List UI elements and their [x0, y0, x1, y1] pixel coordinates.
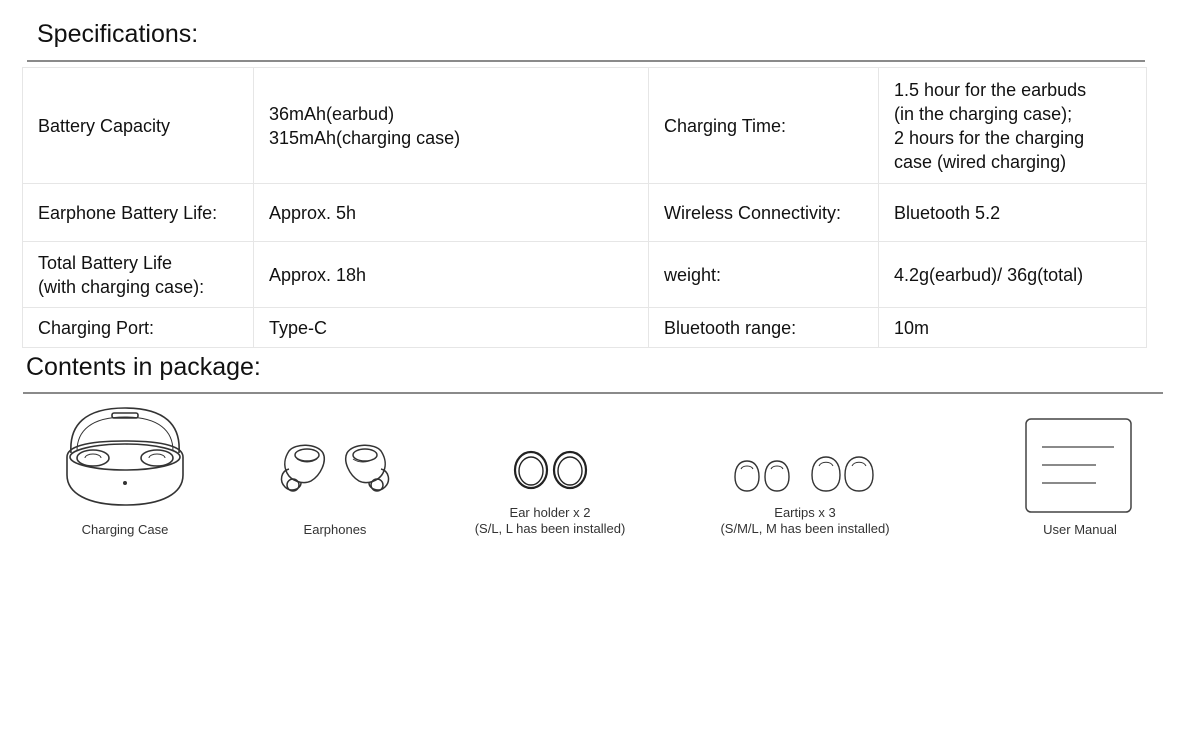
ear-holder-icon [460, 405, 640, 501]
specifications-title: Specifications: [37, 20, 199, 48]
spec-label: Battery Capacity [23, 68, 254, 184]
spec-label: Total Battery Life (with charging case): [23, 242, 254, 308]
package-item-caption: Ear holder x 2 (S/L, L has been installed) [474, 505, 626, 536]
package-item-eartips [695, 405, 915, 537]
package-contents-title: Contents in package: [26, 353, 261, 381]
package-item-caption: Charging Case [81, 522, 169, 537]
package-item-caption: User Manual [1043, 522, 1117, 537]
spec-label: Bluetooth range: [649, 308, 879, 348]
spec-value: Approx. 18h [254, 242, 649, 308]
package-item-charging-case [55, 405, 195, 538]
package-divider [23, 392, 1163, 394]
user-manual-icon [1010, 405, 1150, 515]
earphones-icon [265, 405, 405, 515]
spec-value: 4.2g(earbud)/ 36g(total) [879, 242, 1147, 308]
package-item-earphones [265, 405, 405, 538]
table-row [23, 242, 1147, 308]
package-item-caption: Earphones [303, 522, 367, 537]
spec-value: Bluetooth 5.2 [879, 184, 1147, 242]
spec-value: 10m [879, 308, 1147, 348]
spec-value: Type-C [254, 308, 649, 348]
charging-case-icon [55, 405, 195, 515]
spec-value: Approx. 5h [254, 184, 649, 242]
package-item-ear-holder [460, 405, 640, 537]
eartips-icon [695, 405, 915, 501]
spec-value: 1.5 hour for the earbuds (in the charging case); 2 hours for the charging case (wired charging) [879, 68, 1147, 184]
table-row [23, 308, 1147, 348]
package-item-caption: Eartips x 3 (S/M/L, M has been installed) [720, 505, 890, 536]
package-item-user-manual [1010, 405, 1150, 538]
specifications-table [22, 67, 1147, 348]
specifications-divider [27, 60, 1145, 62]
spec-label: weight: [649, 242, 879, 308]
spec-label: Earphone Battery Life: [23, 184, 254, 242]
spec-label: Charging Port: [23, 308, 254, 348]
spec-value: 36mAh(earbud) 315mAh(charging case) [254, 68, 649, 184]
spec-label: Charging Time: [649, 68, 879, 184]
spec-label: Wireless Connectivity: [649, 184, 879, 242]
table-row [23, 68, 1147, 184]
table-row [23, 184, 1147, 242]
